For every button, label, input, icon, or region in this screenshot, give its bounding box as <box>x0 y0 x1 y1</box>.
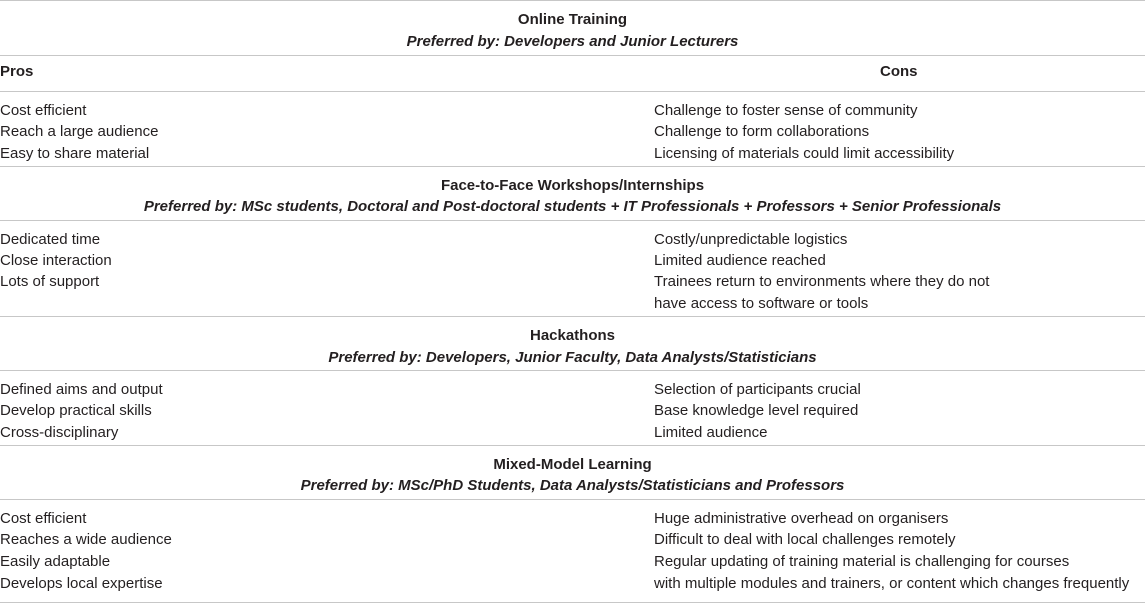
section-rule <box>0 55 1145 56</box>
section-rule <box>0 370 1145 371</box>
pro-item: Close interaction <box>0 252 112 269</box>
pro-item: Dedicated time <box>0 231 101 248</box>
section-preferred-by: Preferred by: Developers, Junior Faculty, Data Analysts/Statisticians <box>328 349 817 366</box>
table-bottom-rule <box>0 602 1145 603</box>
pro-item: Develop practical skills <box>0 402 152 419</box>
pros-column-header: Pros <box>0 63 34 80</box>
section-title: Online Training <box>517 11 628 28</box>
con-item: Licensing of materials could limit accessibility <box>654 145 955 162</box>
pro-item: Reach a large audience <box>0 123 159 140</box>
con-item: Difficult to deal with local challenges remotely <box>654 531 956 548</box>
con-item: with multiple modules and trainers, or content which changes frequently <box>654 575 1130 592</box>
con-item: Costly/unpredictable logistics <box>654 231 848 248</box>
section-rule <box>0 499 1145 500</box>
pro-item: Easy to share material <box>0 145 150 162</box>
con-item: Base knowledge level required <box>654 402 859 419</box>
pro-item: Lots of support <box>0 273 100 290</box>
section-rule <box>0 445 1145 446</box>
section-preferred-by: Preferred by: MSc students, Doctoral and Post-doctoral students + IT Professionals + Professors + Senior Professionals <box>143 198 1002 215</box>
pro-item: Develops local expertise <box>0 575 163 592</box>
pro-item: Cost efficient <box>0 102 87 119</box>
section-rule <box>0 316 1145 317</box>
section-title: Face-to-Face Workshops/Internships <box>440 177 705 194</box>
con-item: Regular updating of training material is challenging for courses <box>654 553 1070 570</box>
con-item: Trainees return to environments where they do not <box>654 273 990 290</box>
section-preferred-by: Preferred by: MSc/PhD Students, Data Analysts/Statisticians and Professors <box>300 477 845 494</box>
header-rule <box>0 91 1145 92</box>
pro-item: Easily adaptable <box>0 553 111 570</box>
con-item: Challenge to foster sense of community <box>654 102 918 119</box>
con-item: Limited audience <box>654 424 768 441</box>
section-rule <box>0 220 1145 221</box>
pro-item: Reaches a wide audience <box>0 531 172 548</box>
section-rule <box>0 166 1145 167</box>
table-top-rule <box>0 0 1145 1</box>
con-item: Challenge to form collaborations <box>654 123 870 140</box>
section-title: Mixed-Model Learning <box>493 456 652 473</box>
section-title: Hackathons <box>529 327 616 344</box>
pro-item: Cross-disciplinary <box>0 424 119 441</box>
con-item: Huge administrative overhead on organisers <box>654 510 949 527</box>
pro-item: Defined aims and output <box>0 381 163 398</box>
con-item: Selection of participants crucial <box>654 381 861 398</box>
section-preferred-by: Preferred by: Developers and Junior Lecturers <box>406 33 739 50</box>
pro-item: Cost efficient <box>0 510 87 527</box>
con-item: Limited audience reached <box>654 252 826 269</box>
con-item: have access to software or tools <box>654 295 869 312</box>
cons-column-header: Cons <box>880 63 918 80</box>
